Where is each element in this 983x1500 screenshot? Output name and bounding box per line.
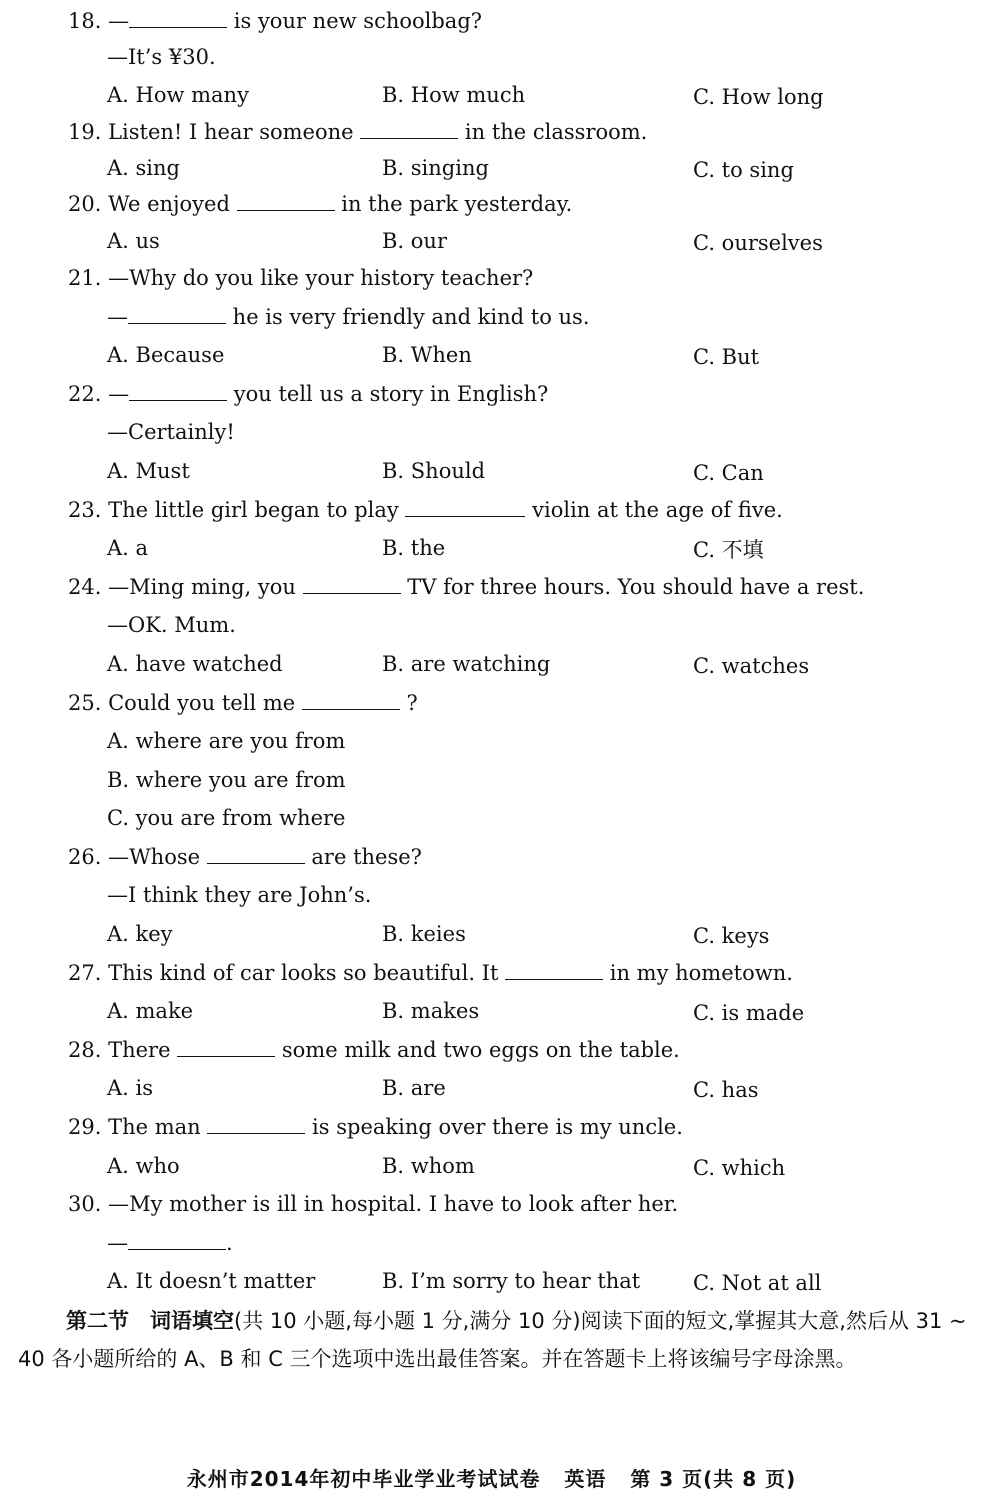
option-b: B. our bbox=[382, 229, 447, 253]
exam-title: 永州市2014年初中毕业学业考试试卷 bbox=[186, 1467, 541, 1491]
section-body: (共 10 小题,每小题 1 分,满分 10 分)阅读下面的短文,掌握其大意,然后从 31 ~ 40 各小题所给的 A、B 和 C 三个选项中选出最佳答案。并在答题卡上将该编号字母涂黑。 bbox=[18, 1309, 967, 1371]
option-c: C. Can bbox=[693, 461, 764, 485]
option-b: B. where you are from bbox=[107, 768, 346, 792]
option-a: A. make bbox=[107, 999, 194, 1023]
option-c: C. ourselves bbox=[693, 231, 823, 255]
question-number: 24. bbox=[68, 575, 102, 599]
question-20: 20. We enjoyed in the park yesterday. bbox=[68, 192, 573, 216]
answer-blank bbox=[303, 575, 401, 594]
answer-blank bbox=[302, 691, 400, 710]
option-b: B. How much bbox=[382, 83, 526, 107]
answer-blank bbox=[405, 498, 525, 517]
question-22-reply: —Certainly! bbox=[107, 420, 235, 444]
page-number: 第 3 页(共 8 页) bbox=[630, 1467, 797, 1491]
option-b: B. keies bbox=[382, 922, 466, 946]
question-30: 30. —My mother is ill in hospital. I have to look after her. bbox=[68, 1192, 679, 1216]
answer-blank bbox=[207, 1115, 305, 1134]
option-b: B. are watching bbox=[382, 652, 551, 676]
option-c: C. 不填 bbox=[693, 538, 764, 562]
question-26-reply: —I think they are John’s. bbox=[107, 883, 372, 907]
answer-blank bbox=[177, 1038, 275, 1057]
option-a: A. have watched bbox=[107, 652, 283, 676]
question-22: 22. — you tell us a story in English? bbox=[68, 382, 549, 406]
option-a: A. who bbox=[107, 1154, 180, 1178]
option-a: A. key bbox=[107, 922, 173, 946]
option-c: C. Not at all bbox=[693, 1271, 822, 1295]
answer-blank bbox=[505, 961, 603, 980]
option-c: C. But bbox=[693, 345, 760, 369]
question-number: 23. bbox=[68, 498, 102, 522]
option-b: B. makes bbox=[382, 999, 480, 1023]
question-24-reply: —OK. Mum. bbox=[107, 613, 236, 637]
question-25: 25. Could you tell me ? bbox=[68, 691, 418, 715]
question-number: 26. bbox=[68, 845, 102, 869]
option-c: C. to sing bbox=[693, 158, 794, 182]
question-21: 21. —Why do you like your history teacher? bbox=[68, 266, 534, 290]
option-c: C. which bbox=[693, 1156, 786, 1180]
question-21-reply: — he is very friendly and kind to us. bbox=[107, 305, 590, 329]
question-23: 23. The little girl began to play violin at the age of five. bbox=[68, 498, 783, 522]
option-b: B. I’m sorry to hear that bbox=[382, 1269, 641, 1293]
question-number: 25. bbox=[68, 691, 102, 715]
answer-blank bbox=[360, 120, 458, 139]
subject-label: 英语 bbox=[564, 1467, 607, 1491]
option-b: B. When bbox=[382, 343, 472, 367]
option-a: A. Must bbox=[107, 459, 190, 483]
option-a: A. How many bbox=[107, 83, 249, 107]
page-footer bbox=[0, 1463, 983, 1492]
question-24: 24. —Ming ming, you TV for three hours. You should have a rest. bbox=[68, 575, 865, 599]
question-number: 19. bbox=[68, 120, 102, 144]
question-26: 26. —Whose are these? bbox=[68, 845, 422, 869]
option-c: C. How long bbox=[693, 85, 824, 109]
question-28: 28. There some milk and two eggs on the table. bbox=[68, 1038, 680, 1062]
option-a: A. where are you from bbox=[107, 729, 346, 753]
question-number: 27. bbox=[68, 961, 102, 985]
question-number: 30. bbox=[68, 1192, 102, 1216]
option-b: B. whom bbox=[382, 1154, 475, 1178]
answer-blank bbox=[129, 382, 227, 401]
option-a: A. us bbox=[107, 229, 160, 253]
option-a: A. It doesn’t matter bbox=[107, 1269, 316, 1293]
option-a: A. a bbox=[107, 536, 149, 560]
question-18: 18. — is your new schoolbag? bbox=[68, 9, 483, 33]
option-c: C. you are from where bbox=[107, 806, 346, 830]
option-c: C. keys bbox=[693, 924, 770, 948]
question-27: 27. This kind of car looks so beautiful. It in my hometown. bbox=[68, 961, 793, 985]
option-c: C. has bbox=[693, 1078, 759, 1102]
answer-blank bbox=[128, 1231, 226, 1250]
question-number: 29. bbox=[68, 1115, 102, 1139]
option-b: B. are bbox=[382, 1076, 446, 1100]
option-b: B. singing bbox=[382, 156, 489, 180]
question-30-reply: — . bbox=[107, 1231, 233, 1255]
option-c: C. watches bbox=[693, 654, 810, 678]
question-29: 29. The man is speaking over there is my uncle. bbox=[68, 1115, 683, 1139]
option-c: C. is made bbox=[693, 1001, 805, 1025]
question-18-reply: —It’s ¥30. bbox=[107, 45, 216, 69]
question-number: 28. bbox=[68, 1038, 102, 1062]
question-19: 19. Listen! I hear someone in the classroom. bbox=[68, 120, 648, 144]
question-number: 22. bbox=[68, 382, 102, 406]
question-number: 21. bbox=[68, 266, 102, 290]
answer-blank bbox=[207, 845, 305, 864]
option-a: A. sing bbox=[107, 156, 180, 180]
answer-blank bbox=[128, 305, 226, 324]
option-a: A. is bbox=[107, 1076, 154, 1100]
question-number: 20. bbox=[68, 192, 102, 216]
answer-blank bbox=[129, 9, 227, 28]
section-heading: 第二节 词语填空 bbox=[66, 1309, 234, 1333]
option-b: B. the bbox=[382, 536, 446, 560]
option-b: B. Should bbox=[382, 459, 486, 483]
option-a: A. Because bbox=[107, 343, 225, 367]
answer-blank bbox=[237, 192, 335, 211]
section-instructions bbox=[18, 1302, 973, 1378]
question-number: 18. bbox=[68, 9, 102, 33]
